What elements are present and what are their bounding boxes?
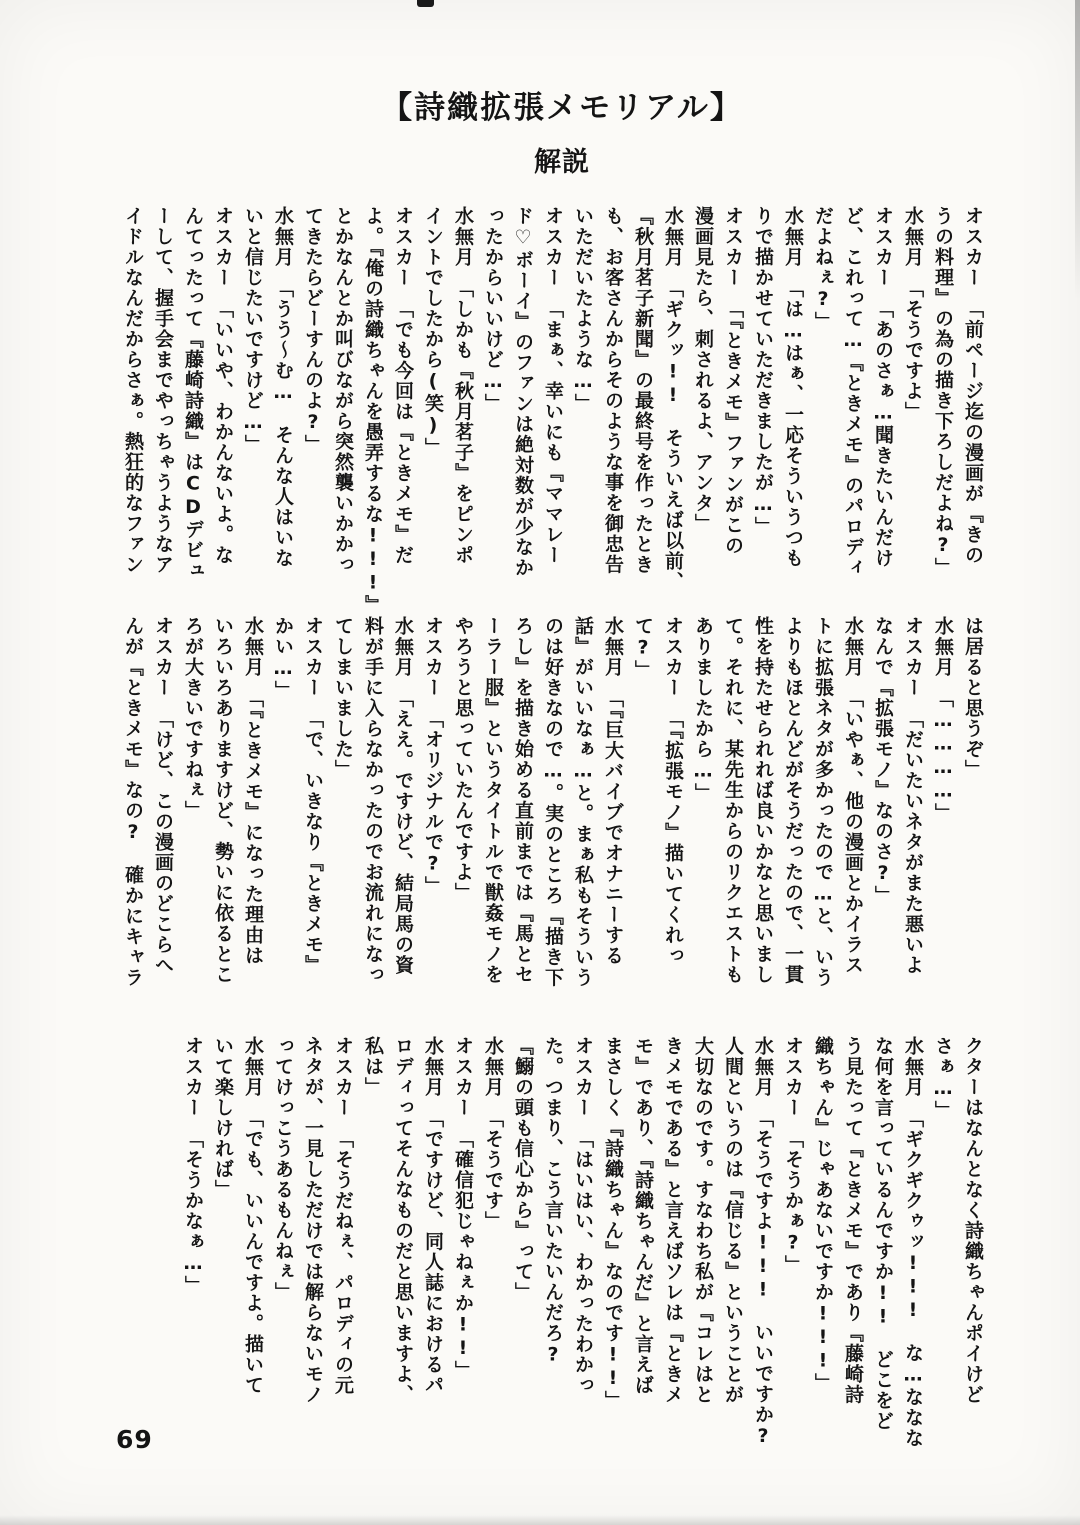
text-column: なんで『拡張モノ』なのさ?」 xyxy=(872,616,894,906)
text-column: 性を持たせられれば良いかなと思いまし xyxy=(752,616,774,985)
text-column: 水無月 「そうですよ」 xyxy=(902,206,924,422)
text-column: オスカー 「あのさぁ…聞きたいんだけ xyxy=(872,206,894,569)
text-column: オスカー 「前ページ迄の漫画が『きの xyxy=(962,206,984,566)
text-column: オスカー 「そうかなぁ…」 xyxy=(182,1036,204,1296)
text-column: てきたらどーすんのよ?」 xyxy=(302,206,324,455)
text-column: ド♡ボーイ』のファンは絶対数が少なか xyxy=(512,206,534,578)
text-column: ありましたから…」 xyxy=(692,616,714,804)
text-column: イントでしたから(笑)」 xyxy=(422,206,444,458)
text-column: 大切なのです。すなわち私が『コレはと xyxy=(692,1036,714,1405)
text-column: クターはなんとなく詩織ちゃんポイけど xyxy=(962,1036,984,1405)
text-column: ど、これって…『ときメモ』のパロディ xyxy=(842,206,864,578)
text-column: 水無月 「『ときメモ』になった理由は xyxy=(242,616,264,966)
text-column: う見たって『ときメモ』であり『藤崎詩 xyxy=(842,1036,864,1405)
text-column: オスカー 「だいたいネタがまた悪いよ xyxy=(902,616,924,976)
text-column: 水無月 「でも、いいんですよ。描いて xyxy=(242,1036,264,1396)
text-column: ってけっこうあるもんねぇ」 xyxy=(272,1036,294,1303)
text-column: オスカー 「はいはい、わかったわかっ xyxy=(572,1036,594,1396)
text-column: 水無月 「ギクッ!! そういえば以前、 xyxy=(662,206,684,592)
text-column: とかなんとか叫びながら突然襲いかかっ xyxy=(332,206,354,575)
text-column: 水無月 「そうですよ!!! いいですか? xyxy=(752,1036,774,1449)
text-column: きメモである』と言えばソレは『ときメ xyxy=(662,1036,684,1405)
text-column: も、お客さんからそのような事を御忠告 xyxy=(602,206,624,575)
text-column: ーして、握手会までやっちゃうようなア xyxy=(152,206,174,575)
text-column: いて楽しければ」 xyxy=(212,1036,234,1200)
page-number: 69 xyxy=(116,1425,153,1454)
page-title: 【詩織拡張メモリアル】 xyxy=(381,90,743,126)
text-column: かい…」 xyxy=(272,616,294,701)
text-column: 水無月 「ですけど、同人誌におけるパ xyxy=(422,1036,444,1396)
text-column: うの料理』の為の描き下ろしだよね?」 xyxy=(932,206,954,578)
text-column: 水無月 「は…はぁ、一応そういうつも xyxy=(782,206,804,569)
text-column: 料が手に入らなかったのでお流れになっ xyxy=(362,616,384,985)
text-column: ロディってそんなものだと思いますよ、 xyxy=(392,1036,414,1405)
text-column: モ』であり、『詩織ちゃんだ』と言えば xyxy=(632,1036,654,1396)
text-column: は居ると思うぞ」 xyxy=(962,616,984,780)
text-column: オスカー 「けど、この漫画のどこらへ xyxy=(152,616,174,976)
text-column: 人間というのは『信じる』ということが xyxy=(722,1036,744,1405)
text-column: イドルなんだからさぁ。熱狂的なファン xyxy=(122,206,144,575)
text-column: 水無月 「しかも『秋月茗子』をピンポ xyxy=(452,206,474,566)
text-column: いただいたような…」 xyxy=(572,206,594,414)
text-column: 水無月 「ギクギクゥッ!!! な…ななな xyxy=(902,1036,924,1449)
text-column: て。それに、某先生からのリクエストも xyxy=(722,616,744,985)
scan-artifact-speck xyxy=(417,0,434,7)
text-column: オスカー 「そうかぁ?」 xyxy=(782,1036,804,1276)
text-column: オスカー 「でも今回は『ときメモ』だ xyxy=(392,206,414,566)
text-column: ろし』を描き始める直前までは『馬とセ xyxy=(512,616,534,985)
text-column: ったからいいけど…」 xyxy=(482,206,504,414)
text-column: オスカー 「いいや、わかんないよ。な xyxy=(212,206,234,566)
text-column: オスカー 「オリジナルで?」 xyxy=(422,616,444,897)
text-column: 水無月 「そうです」 xyxy=(482,1036,504,1232)
text-column: のは好きなので…。実のところ『描き下 xyxy=(542,616,564,988)
text-column: んてったって『藤崎詩織』はCDデビュ xyxy=(182,206,204,581)
text-column: オスカー 「まぁ、幸いにも『ママレー xyxy=(542,206,564,566)
text-column: 『鰯の頭も信心から』って」 xyxy=(512,1036,534,1303)
text-column: いと信じたいですけど…」 xyxy=(242,206,264,455)
text-column: 漫画見たら、刺されるよ、アンタ」 xyxy=(692,206,714,534)
text-column: 水無月 「いやぁ、他の漫画とかイラス xyxy=(842,616,864,976)
text-column: オスカー 「で、いきなり『ときメモ』 xyxy=(302,616,324,976)
text-column: よ。『俺の詩織ちゃんを愚弄するな!!!』 xyxy=(362,206,384,616)
text-column: た。つまり、こう言いたいんだろ? xyxy=(542,1036,564,1367)
text-column: ネタが、一見しただけでは解らないモノ xyxy=(302,1036,324,1405)
text-column: りで描かせていただきましたが…」 xyxy=(752,206,774,537)
text-column: 水無月 「ええ。ですけど、結局馬の資 xyxy=(392,616,414,976)
text-column: よりもほとんどがそうだったので、一貫 xyxy=(782,616,804,985)
text-column: オスカー 「『拡張モノ』描いてくれっ xyxy=(662,616,684,966)
text-column: 『秋月茗子新聞』の最終号を作ったとき xyxy=(632,206,654,575)
text-column: さぁ…」 xyxy=(932,1036,954,1121)
text-column: 水無月 「うう〜む… そんな人はいな xyxy=(272,206,294,569)
text-column: 話』がいいなぁ…と。まぁ私もそういう xyxy=(572,616,594,988)
scan-artifact-bottom-edge xyxy=(0,1515,1080,1525)
page-subtitle: 解説 xyxy=(534,147,590,178)
text-column: な何を言っているんですか!! どこをど xyxy=(872,1036,894,1432)
dialogue-block-2 xyxy=(118,616,988,1020)
text-column: 水無月 「『巨大バイブでオナニーする xyxy=(602,616,624,966)
text-column: やろうと思っていたんですよ」 xyxy=(452,616,474,903)
dialogue-block-1 xyxy=(118,206,988,616)
text-column: ろが大きいですねぇ」 xyxy=(182,616,204,821)
text-column: トに拡張ネタが多かったので…と、いう xyxy=(812,616,834,988)
dialogue-block-3 xyxy=(178,1036,988,1449)
text-column: オスカー 「そうだねぇ、パロディの元 xyxy=(332,1036,354,1396)
text-column: だよねぇ?」 xyxy=(812,206,834,332)
text-column: てしまいました」 xyxy=(332,616,354,780)
text-column: まさしく『詩織ちゃん』なのです!!」 xyxy=(602,1036,624,1411)
text-column: オスカー 「確信犯じゃねぇか!!」 xyxy=(452,1036,474,1381)
text-column: ーラー服』というタイトルで獣姦モノを xyxy=(482,616,504,985)
text-column: 私は」 xyxy=(362,1036,384,1098)
text-column: んが『ときメモ』なの? 確かにキャラ xyxy=(122,616,144,988)
text-column: オスカー 「『ときメモ』ファンがこの xyxy=(722,206,744,556)
text-column: 水無月 「…………」 xyxy=(932,616,954,824)
text-column: て?」 xyxy=(632,616,654,681)
text-column: いろいろありますけど、勢いに依るとこ xyxy=(212,616,234,985)
text-column: 織ちゃん』じゃあないですか!!!」 xyxy=(812,1036,834,1394)
